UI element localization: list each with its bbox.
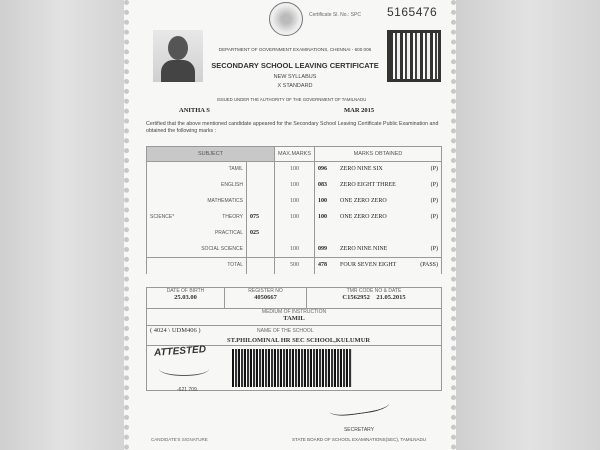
- result: (P): [430, 182, 438, 188]
- subject-name: TAMIL: [228, 166, 243, 173]
- marks-table: [146, 146, 442, 274]
- marks-words: ONE ZERO ZERO: [340, 198, 387, 204]
- result: (PASS): [420, 262, 438, 269]
- result: (P): [430, 198, 438, 204]
- marks-value: 100: [318, 214, 328, 220]
- background-right: [456, 0, 600, 450]
- marks-value: 478: [318, 262, 328, 269]
- candidate-signature-label: CANDIDATE'S SIGNATURE: [151, 437, 208, 442]
- certified-text: Certified that the above mentioned candidate appeared for the Secondary School Leaving Certificate Public Examination and obtained the following marks :: [146, 121, 439, 134]
- certificate-title: SECONDARY SCHOOL LEAVING CERTIFICATE: [211, 61, 379, 70]
- standard: X STANDARD: [277, 83, 313, 89]
- secretary-label: SECRETARY: [343, 427, 375, 433]
- certificate-document: [124, 0, 456, 450]
- department-line: DEPARTMENT OF GOVERNMENT EXAMINATIONS, CHENNAI - 600 006: [218, 47, 372, 52]
- subject-name: PRACTICAL: [214, 230, 243, 236]
- part-marks: [247, 258, 275, 274]
- tmr-label: TMR CODE NO & DATE: [346, 288, 402, 294]
- part-marks: [247, 242, 275, 258]
- max-marks: 500: [275, 258, 315, 274]
- dob-label: DATE OF BIRTH: [166, 288, 205, 294]
- subject-name: MATHEMATICS: [207, 198, 243, 204]
- max-marks: 100: [275, 210, 315, 226]
- marks-words: ZERO NINE SIX: [340, 166, 383, 173]
- school-label: NAME OF THE SCHOOL: [257, 328, 314, 334]
- school-code: ( 4024 \ UDM406 ): [150, 327, 201, 334]
- result: (P): [430, 245, 438, 252]
- max-marks: 100: [275, 194, 315, 210]
- marks-words: FOUR SEVEN EIGHT: [340, 262, 397, 269]
- medium-label: MEDIUM OF INSTRUCTION: [261, 309, 327, 315]
- candidate-name: ANITHA S: [179, 107, 210, 114]
- marks-words: ONE ZERO ZERO: [340, 214, 387, 220]
- table-row: [147, 226, 442, 242]
- serial-label: Certificate Sl. No.: SPC: [309, 12, 361, 18]
- background-left: [0, 0, 124, 450]
- subject-name: TOTAL: [227, 262, 243, 269]
- max-marks: 100: [275, 178, 315, 194]
- table-row: [147, 210, 442, 226]
- secretary-signature: [328, 394, 390, 418]
- part-marks: [247, 162, 275, 178]
- part-marks: [247, 194, 275, 210]
- header-subject: SUBJECT: [147, 147, 275, 162]
- subject-group: SCIENCE*: [150, 214, 175, 220]
- issued-under: ISSUED UNDER THE AUTHORITY OF THE GOVERNMENT OF TAMILNADU: [216, 97, 367, 102]
- subject-name: SOCIAL SCIENCE: [201, 245, 243, 252]
- max-marks: 100: [275, 242, 315, 258]
- result: (P): [430, 166, 438, 173]
- serial-number: 5165476: [387, 5, 438, 19]
- table-row: [147, 162, 442, 178]
- marks-value: 099: [318, 245, 328, 252]
- marks-value: 100: [318, 198, 328, 204]
- tamilnadu-emblem-icon: [269, 2, 303, 36]
- subject-name: THEORY: [222, 214, 243, 220]
- register-value: 4050667: [254, 294, 277, 301]
- table-row: [147, 194, 442, 210]
- barcode: [232, 349, 352, 387]
- table-row: [147, 178, 442, 194]
- attesting-signature: [159, 362, 209, 376]
- table-row: [147, 242, 442, 258]
- part-marks: 025: [247, 226, 275, 242]
- marks-words: ZERO EIGHT THREE: [340, 182, 396, 188]
- attest-place: -621 709.: [177, 387, 199, 393]
- exam-session: MAR 2015: [344, 107, 375, 114]
- qr-code: [387, 30, 441, 82]
- header-max-marks: MAX.MARKS: [275, 147, 315, 162]
- result: (P): [430, 214, 438, 220]
- part-marks: 075: [247, 210, 275, 226]
- medium-value: TAMIL: [283, 315, 305, 322]
- tmr-code: C1562952: [342, 294, 370, 301]
- candidate-photo: [153, 30, 203, 82]
- marks-words: ZERO NINE NINE: [340, 245, 388, 252]
- tmr-date: 21.05.2015: [376, 294, 406, 301]
- board-label: STATE BOARD OF SCHOOL EXAMINATIONS(SEC), TAMILNADU: [292, 437, 426, 442]
- subject-name: ENGLISH: [221, 182, 243, 188]
- attested-stamp: ATTESTED: [153, 344, 207, 359]
- max-marks: [275, 226, 315, 242]
- syllabus: NEW SYLLABUS: [273, 74, 317, 80]
- marks-value: 083: [318, 182, 328, 188]
- part-marks: [247, 178, 275, 194]
- max-marks: 100: [275, 162, 315, 178]
- table-row: [147, 258, 442, 274]
- header-marks-obtained: MARKS OBTAINED: [315, 147, 442, 162]
- school-name: ST.PHILOMINAL HR SEC SCHOOL,KULUMUR: [227, 337, 371, 344]
- marks-value: 096: [318, 166, 328, 173]
- dob-value: 25.03.00: [174, 294, 197, 301]
- register-label: REGISTER NO: [248, 288, 283, 294]
